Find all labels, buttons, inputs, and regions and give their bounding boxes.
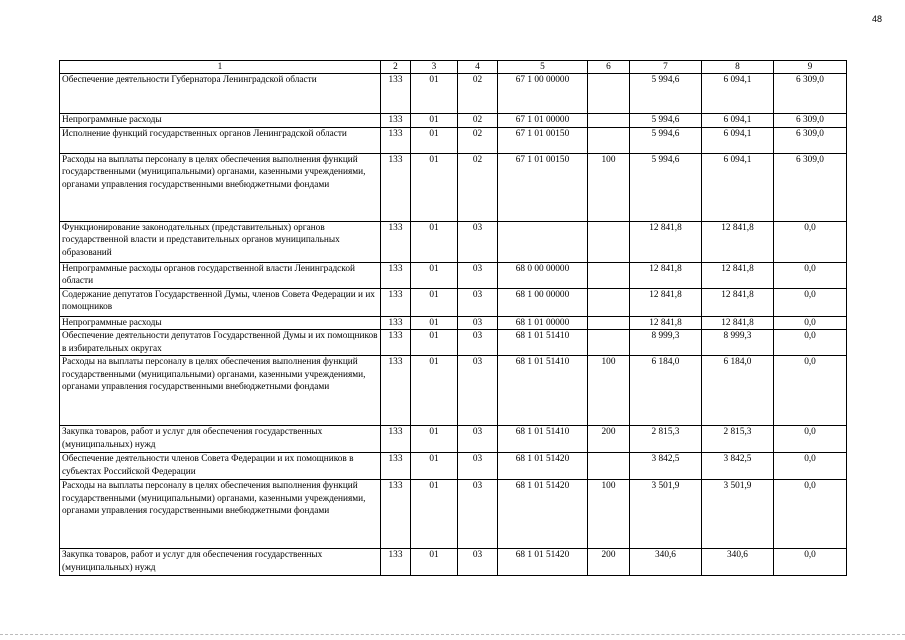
row-value-8: 6 094,1: [702, 74, 774, 114]
column-header: 5: [498, 61, 588, 74]
row-value-9: 0,0: [774, 356, 847, 426]
row-code-6: 100: [588, 356, 630, 426]
row-code-6: [588, 330, 630, 356]
row-code-3: 01: [411, 453, 458, 480]
row-value-9: 6 309,0: [774, 127, 847, 153]
row-code-2: 133: [381, 480, 411, 549]
row-value-9: 6 309,0: [774, 114, 847, 128]
table-row: [60, 153, 847, 221]
row-code-5: 68 1 01 51420: [498, 453, 588, 480]
row-code-2: 133: [381, 330, 411, 356]
row-code-5: 68 1 01 51410: [498, 356, 588, 426]
row-code-6: [588, 127, 630, 153]
row-value-8: 6 094,1: [702, 114, 774, 128]
row-name: Непрограммные расходы: [60, 316, 381, 330]
row-code-6: 200: [588, 426, 630, 453]
row-value-8: 12 841,8: [702, 262, 774, 288]
column-header: 7: [630, 61, 702, 74]
row-code-2: 133: [381, 356, 411, 426]
row-code-4: 02: [458, 114, 498, 128]
row-code-4: 03: [458, 426, 498, 453]
row-code-3: 01: [411, 480, 458, 549]
row-code-4: 03: [458, 316, 498, 330]
row-value-8: 8 999,3: [702, 330, 774, 356]
column-header: 8: [702, 61, 774, 74]
row-code-3: 01: [411, 127, 458, 153]
row-value-9: 6 309,0: [774, 74, 847, 114]
row-value-7: 12 841,8: [630, 221, 702, 262]
row-code-4: 03: [458, 480, 498, 549]
row-value-9: 6 309,0: [774, 153, 847, 221]
row-code-6: 100: [588, 153, 630, 221]
row-code-2: 133: [381, 221, 411, 262]
row-code-6: [588, 74, 630, 114]
row-code-4: 03: [458, 549, 498, 576]
row-value-9: 0,0: [774, 316, 847, 330]
row-value-7: 6 184,0: [630, 356, 702, 426]
row-name: Обеспечение деятельности членов Совета Федерации и их помощников в субъектах Российской Федерации: [60, 453, 381, 480]
table-row: [60, 356, 847, 426]
row-value-9: 0,0: [774, 549, 847, 576]
row-code-3: 01: [411, 153, 458, 221]
row-value-7: 5 994,6: [630, 114, 702, 128]
row-name: Содержание депутатов Государственной Думы, членов Совета Федерации и их помощников: [60, 288, 381, 316]
table-row: [60, 288, 847, 316]
header-row: [60, 61, 847, 74]
row-value-8: 12 841,8: [702, 288, 774, 316]
row-value-8: 3 501,9: [702, 480, 774, 549]
row-value-9: 0,0: [774, 453, 847, 480]
row-code-4: 03: [458, 356, 498, 426]
table-row: [60, 74, 847, 114]
row-value-7: 5 994,6: [630, 74, 702, 114]
column-header: 4: [458, 61, 498, 74]
row-code-3: 01: [411, 330, 458, 356]
row-value-9: 0,0: [774, 480, 847, 549]
column-header: 9: [774, 61, 847, 74]
row-code-4: 03: [458, 262, 498, 288]
budget-table: [59, 60, 847, 576]
row-value-8: 340,6: [702, 549, 774, 576]
row-name: Функционирование законодательных (представительных) органов государственной власти и представительных органов муниципальных образований: [60, 221, 381, 262]
row-value-7: 8 999,3: [630, 330, 702, 356]
row-code-3: 01: [411, 549, 458, 576]
row-value-8: 6 094,1: [702, 127, 774, 153]
row-code-5: 67 1 01 00000: [498, 114, 588, 128]
row-code-5: 68 1 01 51420: [498, 480, 588, 549]
table-row: [60, 426, 847, 453]
row-value-8: 2 815,3: [702, 426, 774, 453]
column-header: 2: [381, 61, 411, 74]
row-code-5: 67 1 01 00150: [498, 127, 588, 153]
page-bottom-divider: [0, 634, 905, 635]
row-value-9: 0,0: [774, 426, 847, 453]
row-code-6: 200: [588, 549, 630, 576]
row-code-5: [498, 221, 588, 262]
table-row: [60, 316, 847, 330]
row-value-8: 12 841,8: [702, 316, 774, 330]
row-code-6: [588, 262, 630, 288]
row-value-7: 5 994,6: [630, 127, 702, 153]
row-value-9: 0,0: [774, 262, 847, 288]
row-code-3: 01: [411, 74, 458, 114]
row-code-5: 68 1 01 00000: [498, 316, 588, 330]
row-code-5: 68 1 01 51420: [498, 549, 588, 576]
row-code-2: 133: [381, 426, 411, 453]
row-code-5: 68 1 01 51410: [498, 330, 588, 356]
row-code-2: 133: [381, 127, 411, 153]
row-code-3: 01: [411, 316, 458, 330]
row-value-8: 6 184,0: [702, 356, 774, 426]
row-code-2: 133: [381, 453, 411, 480]
row-code-5: 68 0 00 00000: [498, 262, 588, 288]
table-row: [60, 127, 847, 153]
row-code-3: 01: [411, 426, 458, 453]
row-code-5: 68 1 01 51410: [498, 426, 588, 453]
row-code-6: 100: [588, 480, 630, 549]
row-code-5: 68 1 00 00000: [498, 288, 588, 316]
row-code-3: 01: [411, 356, 458, 426]
column-header: 1: [60, 61, 381, 74]
row-code-2: 133: [381, 316, 411, 330]
row-code-2: 133: [381, 288, 411, 316]
table-row: [60, 549, 847, 576]
column-header: 6: [588, 61, 630, 74]
table-row: [60, 221, 847, 262]
row-value-9: 0,0: [774, 221, 847, 262]
row-name: Непрограммные расходы органов государственной власти Ленинградской области: [60, 262, 381, 288]
row-value-7: 3 501,9: [630, 480, 702, 549]
row-value-7: 2 815,3: [630, 426, 702, 453]
row-code-6: [588, 114, 630, 128]
row-name: Закупка товаров, работ и услуг для обеспечения государственных (муниципальных) нужд: [60, 549, 381, 576]
row-code-6: [588, 221, 630, 262]
row-code-4: 02: [458, 127, 498, 153]
row-value-7: 340,6: [630, 549, 702, 576]
row-code-4: 02: [458, 153, 498, 221]
row-code-2: 133: [381, 74, 411, 114]
row-value-8: 12 841,8: [702, 221, 774, 262]
table-row: [60, 114, 847, 128]
row-name: Закупка товаров, работ и услуг для обеспечения государственных (муниципальных) нужд: [60, 426, 381, 453]
row-code-5: 67 1 01 00150: [498, 153, 588, 221]
row-code-4: 03: [458, 221, 498, 262]
column-header: 3: [411, 61, 458, 74]
row-code-6: [588, 453, 630, 480]
row-name: Обеспечение деятельности депутатов Государственной Думы и их помощников в избирательных округах: [60, 330, 381, 356]
row-value-8: 6 094,1: [702, 153, 774, 221]
table-row: [60, 262, 847, 288]
row-value-9: 0,0: [774, 330, 847, 356]
row-value-7: 12 841,8: [630, 288, 702, 316]
row-name: Непрограммные расходы: [60, 114, 381, 128]
row-value-9: 0,0: [774, 288, 847, 316]
row-code-5: 67 1 00 00000: [498, 74, 588, 114]
table-row: [60, 480, 847, 549]
table-row: [60, 453, 847, 480]
row-value-7: 5 994,6: [630, 153, 702, 221]
row-code-4: 02: [458, 74, 498, 114]
row-code-6: [588, 288, 630, 316]
row-code-3: 01: [411, 288, 458, 316]
row-value-7: 12 841,8: [630, 316, 702, 330]
row-code-4: 03: [458, 288, 498, 316]
row-code-3: 01: [411, 114, 458, 128]
row-name: Расходы на выплаты персоналу в целях обеспечения выполнения функций государственными (муниципальными) органами, казенными учреждениями, органами управления государственными внебюджетными фондами: [60, 153, 381, 221]
page-number: 48: [872, 14, 883, 24]
row-name: Расходы на выплаты персоналу в целях обеспечения выполнения функций государственными (муниципальными) органами, казенными учреждениями, органами управления государственными внебюджетными фондами: [60, 356, 381, 426]
row-value-8: 3 842,5: [702, 453, 774, 480]
row-code-4: 03: [458, 453, 498, 480]
row-code-2: 133: [381, 114, 411, 128]
row-code-2: 133: [381, 549, 411, 576]
row-code-6: [588, 316, 630, 330]
row-value-7: 12 841,8: [630, 262, 702, 288]
row-code-2: 133: [381, 262, 411, 288]
row-code-3: 01: [411, 262, 458, 288]
row-name: Обеспечение деятельности Губернатора Ленинградской области: [60, 74, 381, 114]
row-code-4: 03: [458, 330, 498, 356]
row-name: Расходы на выплаты персоналу в целях обеспечения выполнения функций государственными (муниципальными) органами, казенными учреждениями, органами управления государственными внебюджетными фондами: [60, 480, 381, 549]
row-code-2: 133: [381, 153, 411, 221]
row-name: Исполнение функций государственных органов Ленинградской области: [60, 127, 381, 153]
table-row: [60, 330, 847, 356]
row-value-7: 3 842,5: [630, 453, 702, 480]
row-code-3: 01: [411, 221, 458, 262]
